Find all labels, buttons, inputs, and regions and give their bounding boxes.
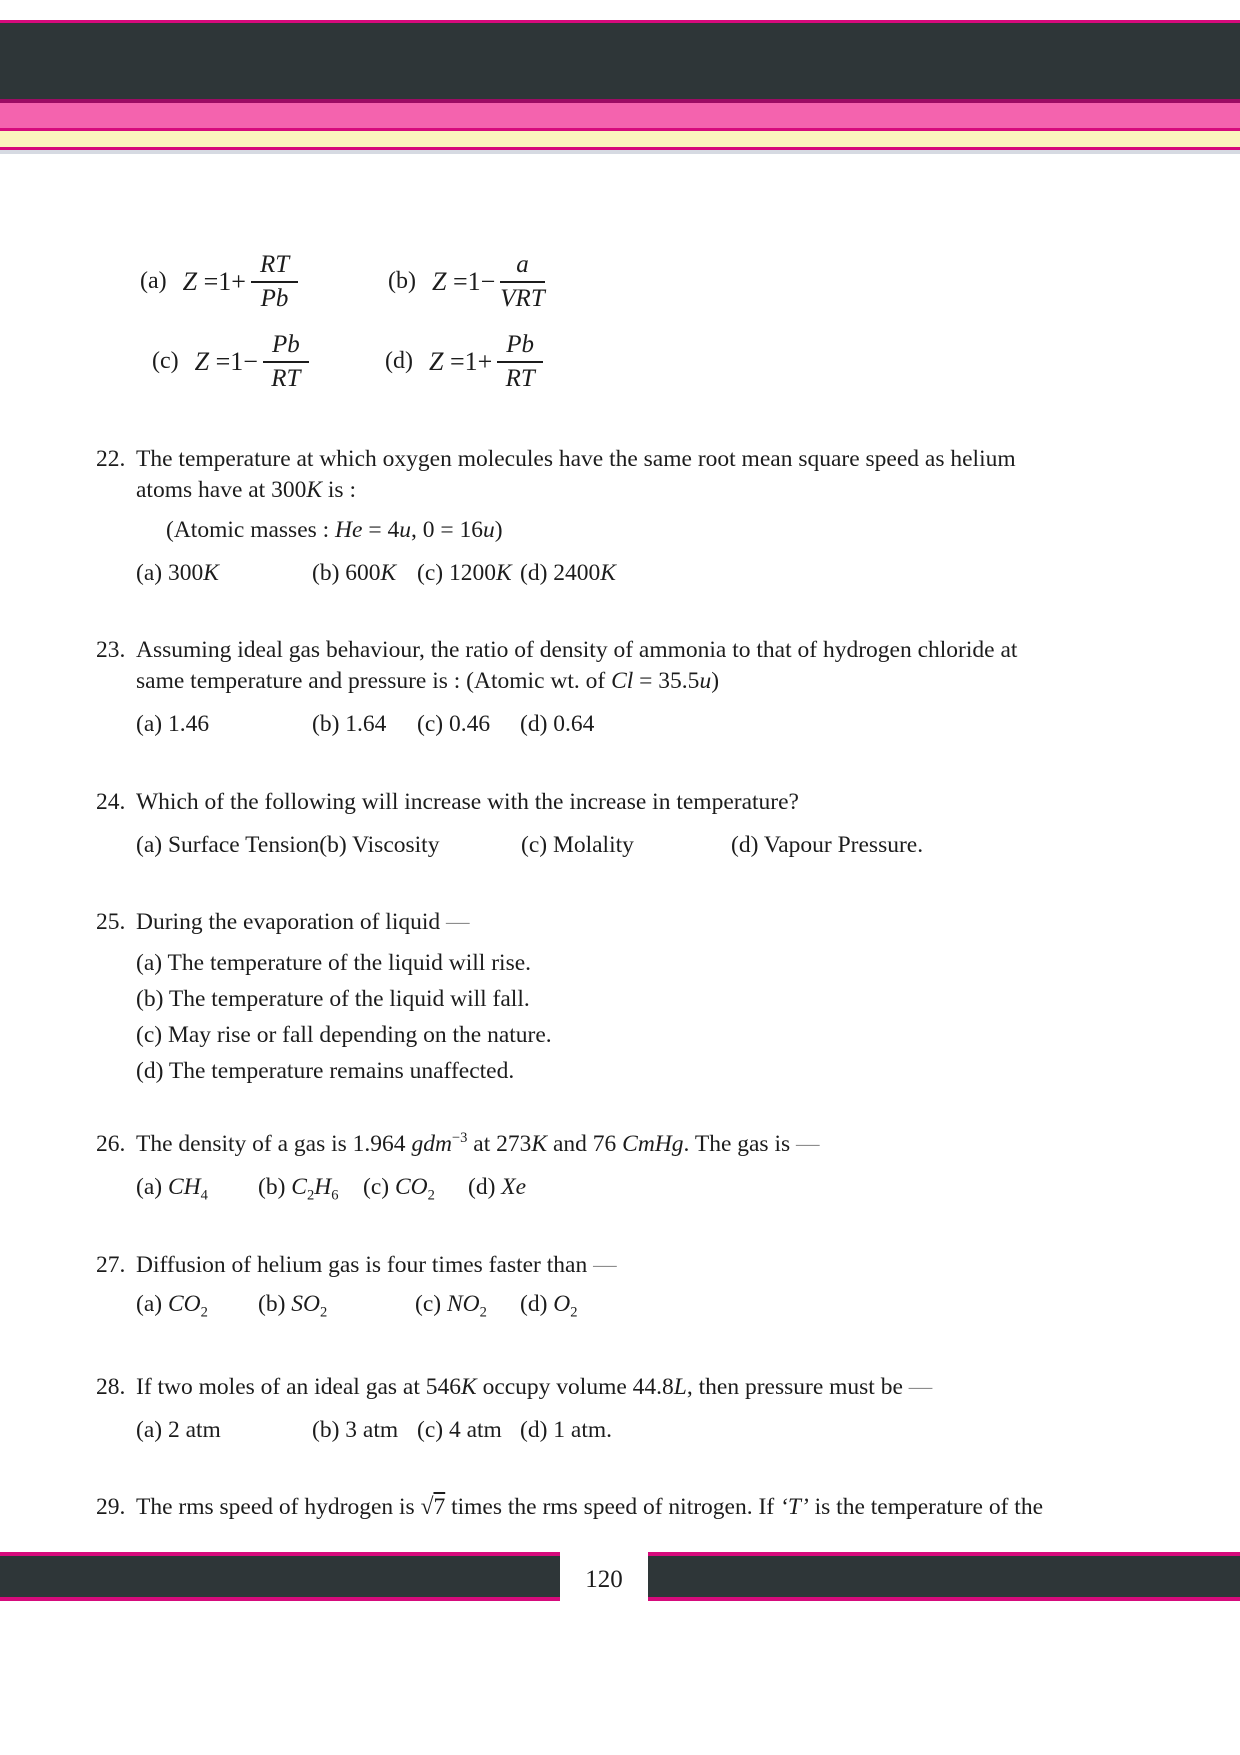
option-a: (a) 1.46	[136, 711, 210, 737]
formula-expression: Z =1−	[431, 266, 496, 296]
option-d: (d) The temperature remains unaffected.	[136, 1058, 515, 1084]
formula-option-c	[152, 330, 309, 393]
fraction	[500, 250, 544, 313]
options-stack	[136, 945, 1156, 1089]
header-dark-bar	[0, 23, 1240, 99]
formula-option-label: (b)	[388, 268, 416, 294]
question-text-line: The rms speed of hydrogen is √7 times the rms speed of nitrogen. If ‘T’ is the temperature of the	[136, 1494, 1044, 1520]
fraction	[497, 330, 543, 393]
question-text-line: The temperature at which oxygen molecules have the same root mean square speed as helium	[136, 446, 1016, 472]
question-text-line: During the evaporation of liquid —	[136, 909, 470, 935]
formula-option-label: (d)	[385, 348, 413, 374]
fraction-numerator: RT	[251, 250, 298, 283]
option-b: (b) 3 atm	[312, 1417, 399, 1443]
formula-option-d	[385, 330, 543, 393]
options-row	[136, 830, 1156, 861]
option-d: (d) 2400K	[520, 560, 616, 586]
header-cream-bar	[0, 131, 1240, 147]
page-number: 120	[585, 1566, 623, 1593]
options-row	[136, 1289, 1156, 1320]
fraction-denominator: RT	[505, 364, 535, 392]
option-d: (d) Xe	[468, 1174, 527, 1200]
question-23	[96, 635, 1156, 740]
question-number: 24.	[96, 789, 126, 815]
question-number: 28.	[96, 1374, 126, 1400]
question-number: 27.	[96, 1252, 126, 1278]
question-text-line: The density of a gas is 1.964 gdm$^{-3}$ at 273K and 76 CmHg. The gas is —	[136, 1130, 820, 1157]
option-c: (c) $NO_2$	[415, 1291, 487, 1321]
question-note: (Atomic masses : He = 4u, 0 = 16u)	[166, 517, 503, 543]
question-text-line: Diffusion of helium gas is four times faster than —	[136, 1252, 617, 1278]
option-b: (b) $SO_2$	[258, 1291, 328, 1321]
option-d: (d) 0.64	[520, 711, 595, 737]
fraction-denominator: RT	[271, 364, 301, 392]
option-b: (b) The temperature of the liquid will fall.	[136, 986, 530, 1012]
formula-expression: Z =1+	[182, 266, 246, 296]
question-text-line: If two moles of an ideal gas at 546K occupy volume 44.8L, then pressure must be —	[136, 1374, 933, 1400]
option-b: (b) 600K	[312, 560, 397, 586]
formula-option-label: (c)	[152, 348, 179, 374]
formula-option-b	[388, 250, 545, 313]
footer-dark-bar-left	[0, 1552, 560, 1601]
option-a: (a) $CH_4$	[136, 1174, 208, 1204]
fraction-denominator: VRT	[500, 284, 545, 312]
formula-option-a	[140, 250, 298, 313]
option-a: (a) The temperature of the liquid will rise.	[136, 950, 532, 976]
option-c: (c) May rise or fall depending on the nature.	[136, 1022, 552, 1048]
header-lavender-strip	[0, 150, 1240, 154]
formula-option-label: (a)	[140, 268, 167, 294]
option-d: (d) Vapour Pressure.	[731, 832, 924, 858]
fraction	[251, 250, 298, 313]
question-26	[96, 1129, 1156, 1203]
option-a: (a) 300K	[136, 560, 219, 586]
question-22	[96, 444, 1156, 589]
question-29	[96, 1492, 1156, 1523]
question-text-line: Assuming ideal gas behaviour, the ratio of density of ammonia to that of hydrogen chloride at	[136, 637, 1018, 663]
question-number: 23.	[96, 637, 126, 663]
option-c: (c) Molality	[521, 832, 634, 858]
option-c: (c) 0.46	[417, 711, 491, 737]
fraction-numerator: Pb	[497, 330, 543, 363]
fraction-numerator: a	[500, 250, 544, 283]
formula-expression: Z =1+	[428, 346, 493, 376]
question-28	[96, 1372, 1156, 1446]
options-row	[136, 709, 1156, 740]
footer-dark-bar-right	[648, 1552, 1240, 1601]
question-text-line: same temperature and pressure is : (Atomic wt. of Cl = 35.5u)	[136, 668, 720, 694]
question-text-line: atoms have at 300K is :	[136, 477, 356, 503]
option-a-b: (a) Surface Tension(b) Viscosity	[136, 832, 440, 858]
option-c: (c) 4 atm	[417, 1417, 502, 1443]
formula-expression: Z =1−	[194, 346, 258, 376]
question-number: 26.	[96, 1131, 126, 1157]
question-24	[96, 787, 1156, 861]
question-number: 22.	[96, 446, 126, 472]
header-pink-bar	[0, 103, 1240, 128]
options-row	[136, 1415, 1156, 1446]
question-text-line: Which of the following will increase with the increase in temperature?	[136, 789, 799, 815]
fraction	[263, 330, 309, 393]
option-b: (b) 1.64	[312, 711, 387, 737]
fraction-denominator: Pb	[260, 284, 289, 312]
option-d: (d) 1 atm.	[520, 1417, 613, 1443]
option-c: (c) $CO_2$	[363, 1174, 435, 1204]
question-number: 29.	[96, 1494, 126, 1520]
option-b: (b) $C_2H_6$	[258, 1174, 339, 1204]
options-row	[136, 1172, 1156, 1203]
option-d: (d) $O_2$	[520, 1291, 578, 1321]
option-a: (a) $CO_2$	[136, 1291, 208, 1321]
question-27	[96, 1250, 1156, 1320]
options-row	[136, 558, 1156, 589]
option-a: (a) 2 atm	[136, 1417, 221, 1443]
option-c: (c) 1200K	[417, 560, 512, 586]
fraction-numerator: Pb	[263, 330, 309, 363]
question-number: 25.	[96, 909, 126, 935]
question-25	[96, 907, 1156, 1089]
